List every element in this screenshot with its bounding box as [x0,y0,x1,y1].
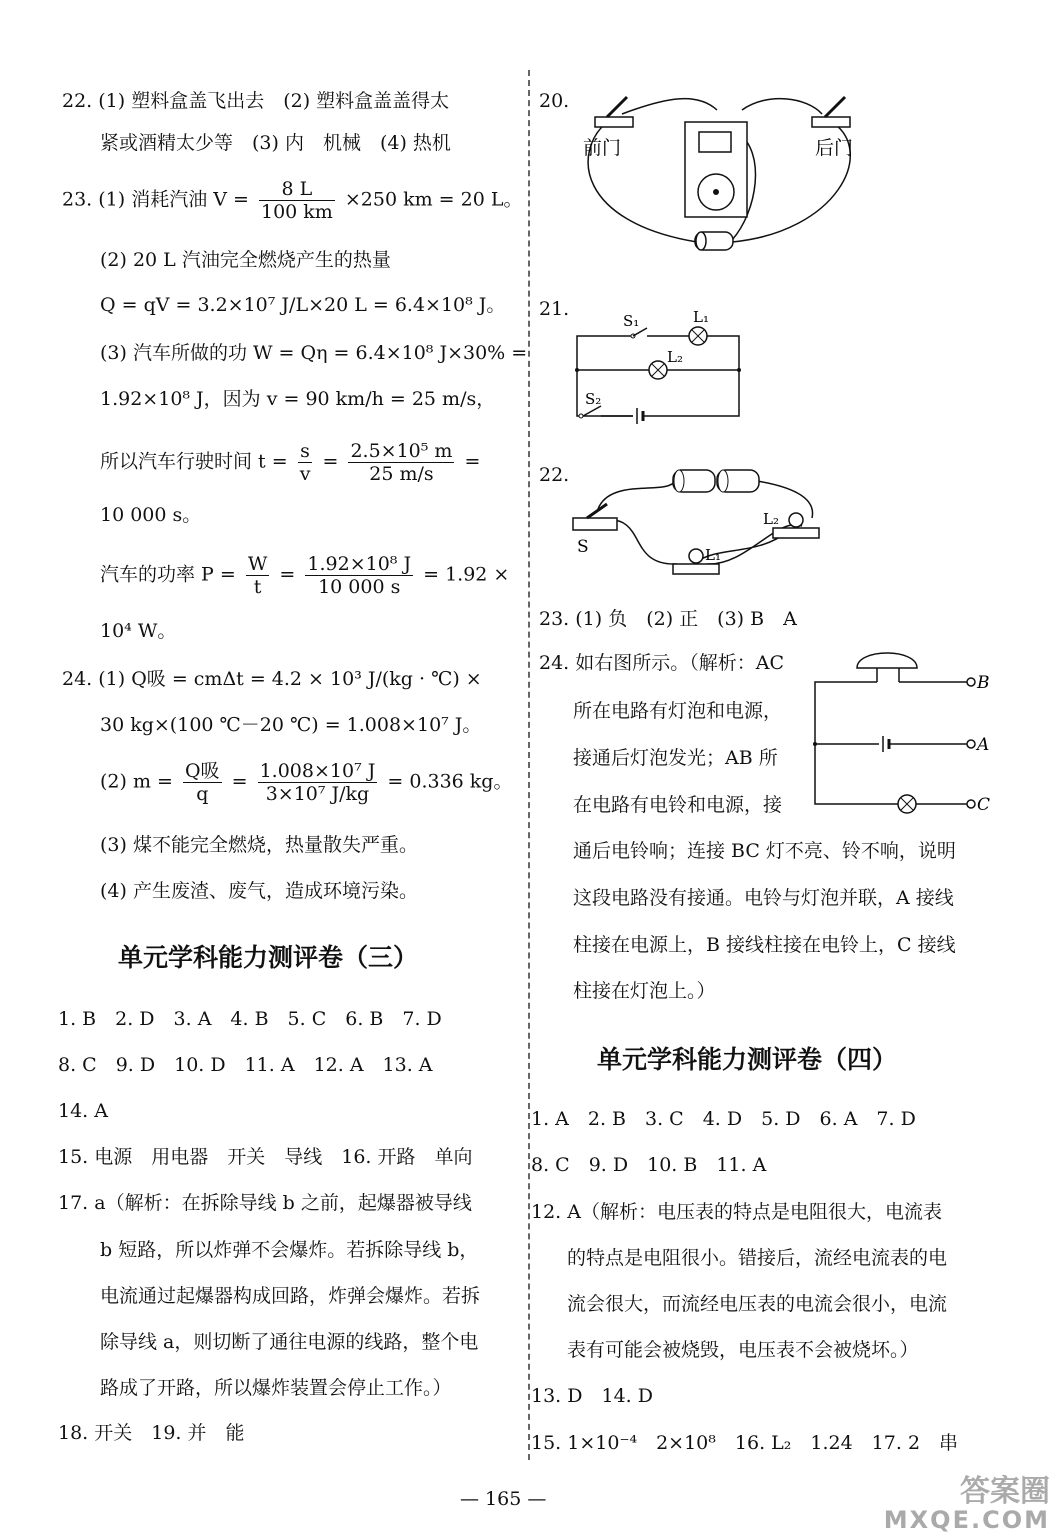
column-divider [528,70,530,1460]
q24-2-num1: Q吸 [184,760,220,782]
q23-3-power-num1: W [247,553,268,575]
q12-line4: 表有可能会被烧毁，电压表不会被烧坏。） [567,1339,919,1361]
answers-4-line1: 1. A 2. B 3. C 4. D 5. D 6. A 7. D [531,1108,916,1130]
q24-line1: 24. 如右图所示。（解析：AC [539,652,785,674]
q24-2-post: = 0.336 kg。 [387,770,513,793]
q24-line4: 在电路有电铃和电源，接 [573,794,783,816]
back-door-label: 后门 [815,137,854,159]
q18-19: 18. 开关 19. 并 能 [58,1422,245,1444]
q24-line5: 通后电铃响；连接 BC 灯不亮、铃不响，说明 [573,840,956,862]
q23-3-time [100,440,480,485]
q24-2-frac2 [258,760,378,805]
q24-2-num2: 1.008×10⁷ J [259,760,376,782]
l1-label: L₁ [705,546,721,564]
answers-3-line4: 15. 电源 用电器 开关 导线 16. 开路 单向 [58,1146,473,1168]
page-number: — 165 — [460,1488,547,1510]
q24-2-eq: = [231,770,248,793]
answers-3-line2: 8. C 9. D 10. D 11. A 12. A 13. A [58,1054,433,1076]
terminal-b-label: B [977,673,990,693]
q23-1-pre: 23. (1) 消耗汽油 V = [62,188,249,211]
doorbell-icon [685,122,747,217]
q17-line2: b 短路，所以炸弹不会爆炸。若拆除导线 b， [100,1239,479,1261]
q24-line3: 接通后灯泡发光；AB 所 [573,747,778,769]
q24-2-den1: q [196,783,209,805]
q15-17: 15. 1×10⁻⁴ 2×10⁸ 16. L₂ 1.24 17. 2 串 [531,1432,959,1454]
q23-3-power-post: = 1.92 × [423,563,510,586]
q23-3-time-frac2 [348,440,454,485]
q22-line2: 紧或酒精太少等 (3) 内 机械 (4) 热机 [100,132,451,154]
bell-icon [857,653,917,682]
q23-answer: 23. (1) 负 (2) 正 (3) B A [539,608,797,630]
q24-2-pre: (2) m = [100,770,173,793]
lamp-l2-icon [649,361,667,379]
lamp-l1-icon [689,327,707,345]
q17-line1: 17. a（解析：在拆除导线 b 之前，起爆器被导线 [58,1192,472,1214]
q22-line1: 22. (1) 塑料盒盖飞出去 (2) 塑料盒盖盖得太 [62,90,450,112]
q24-4: (4) 产生废渣、废气，造成环境污染。 [100,880,418,902]
q23-1 [62,178,522,223]
q23-3-power-den2: 10 000 s [318,576,401,598]
q23-1-post: ×250 km = 20 L。 [344,188,523,211]
answers-3-line1: 1. B 2. D 3. A 4. B 5. C 6. B 7. D [58,1008,442,1030]
q17-line5: 路成了开路，所以爆炸装置会停止工作。） [100,1377,452,1399]
q23-2-title: (2) 20 L 汽油完全燃烧产生的热量 [100,249,391,271]
q24-1-line1: 24. (1) Q吸 = cmΔt = 4.2 × 10³ J/(kg · ℃) × [62,668,482,690]
switch-s-icon [573,504,617,530]
battery-icon [637,408,675,424]
s2-label: S₂ [585,390,602,408]
figure-21-circuit [571,300,751,430]
q17-line3: 电流通过起爆器构成回路，炸弹会爆炸。若拆 [100,1285,481,1307]
battery-icon [883,736,889,752]
answers-3-line3: 14. A [58,1100,108,1122]
q24-2 [100,760,512,805]
q23-3-time-pre: 所以汽车行驶时间 t = [100,450,288,473]
heading-unit-3: 单元学科能力测评卷（三） [118,943,419,972]
lamp-icon [898,795,916,813]
q23-3-time-eq2: = [464,450,481,473]
q24-line7: 柱接在电源上，B 接线柱接在电铃上，C 接线 [573,934,956,956]
q23-1-fraction [259,178,335,223]
answers-4-line2: 8. C 9. D 10. B 11. A [531,1154,767,1176]
l1-label: L₁ [693,308,709,326]
q23-3-line1: (3) 汽车所做的功 W = Qη = 6.4×10⁸ J×30% = [100,342,528,364]
q23-3-power [100,553,509,598]
s1-label: S₁ [623,312,640,330]
front-door-label: 前门 [583,137,622,159]
q23-3-power-den1: t [253,576,262,598]
q12-line3: 流会很大，而流经电压表的电流会很小，电流 [567,1293,948,1315]
watermark-line1: 答案圈 [960,1474,1050,1509]
s-label: S [577,537,589,557]
q23-3-power-pre: 汽车的功率 P = [100,563,236,586]
figure-24-circuit [807,640,991,820]
terminal-a-label: A [977,735,990,755]
q24-line2: 所在电路有灯泡和电源， [573,700,783,722]
q23-3-time-den2: 25 m/s [369,463,434,485]
q24-3: (3) 煤不能完全燃烧，热量散失严重。 [100,834,418,856]
figure-22-circuit [567,456,837,586]
q23-1-num: 8 L [259,178,335,201]
q24-line8: 柱接在灯泡上。） [573,980,716,1002]
q24-2-den2: 3×10⁷ J/kg [265,783,370,805]
q23-3-time-result: 10 000 s。 [100,504,202,526]
watermark-logo [883,1474,1050,1534]
watermark-line2: MXQE.COM [883,1506,1050,1534]
l2-label: L₂ [667,348,683,366]
q23-3-time-eq1: = [322,450,339,473]
q21-label: 21. [539,298,570,320]
l2-label: L₂ [763,510,779,528]
terminal-c-label: C [977,795,991,815]
back-door-switch-icon [812,97,850,127]
q23-3-power-result: 10⁴ W。 [100,620,177,642]
figure-20-circuit [567,92,867,262]
q23-3-time-den1: v [299,463,311,485]
q13-14: 13. D 14. D [531,1385,653,1407]
q23-3-power-frac1 [246,553,270,598]
q24-1-line2: 30 kg×(100 ℃－20 ℃) = 1.008×10⁷ J。 [100,714,482,736]
q23-3-power-num2: 1.92×10⁸ J [307,553,412,575]
q23-3-line2: 1.92×10⁸ J，因为 v = 90 km/h = 25 m/s， [100,388,496,410]
q24-2-frac1 [183,760,222,805]
battery-pair-icon [673,470,759,492]
q23-3-power-frac2 [305,553,413,598]
q12-line2: 的特点是电阻很小。错接后，流经电流表的电 [567,1247,948,1269]
q20-label: 20. [539,90,570,112]
q23-3-time-num1: s [298,440,313,463]
q23-2-formula: Q = qV = 3.2×10⁷ J/L×20 L = 6.4×10⁸ J。 [100,294,506,316]
q23-1-den: 100 km [260,201,333,223]
q23-3-power-eq: = [279,563,296,586]
q24-line6: 这段电路没有接通。电铃与灯泡并联，A 接线 [573,887,954,909]
q23-3-time-num2: 2.5×10⁵ m [350,440,453,462]
q22-label: 22. [539,464,570,486]
q12-line1: 12. A（解析：电压表的特点是电阻很大，电流表 [531,1201,942,1223]
battery-icon [695,232,733,250]
q17-line4: 除导线 a，则切断了通往电源的线路，整个电 [100,1331,479,1353]
heading-unit-4: 单元学科能力测评卷（四） [597,1045,898,1074]
q23-3-time-frac1 [298,440,313,485]
